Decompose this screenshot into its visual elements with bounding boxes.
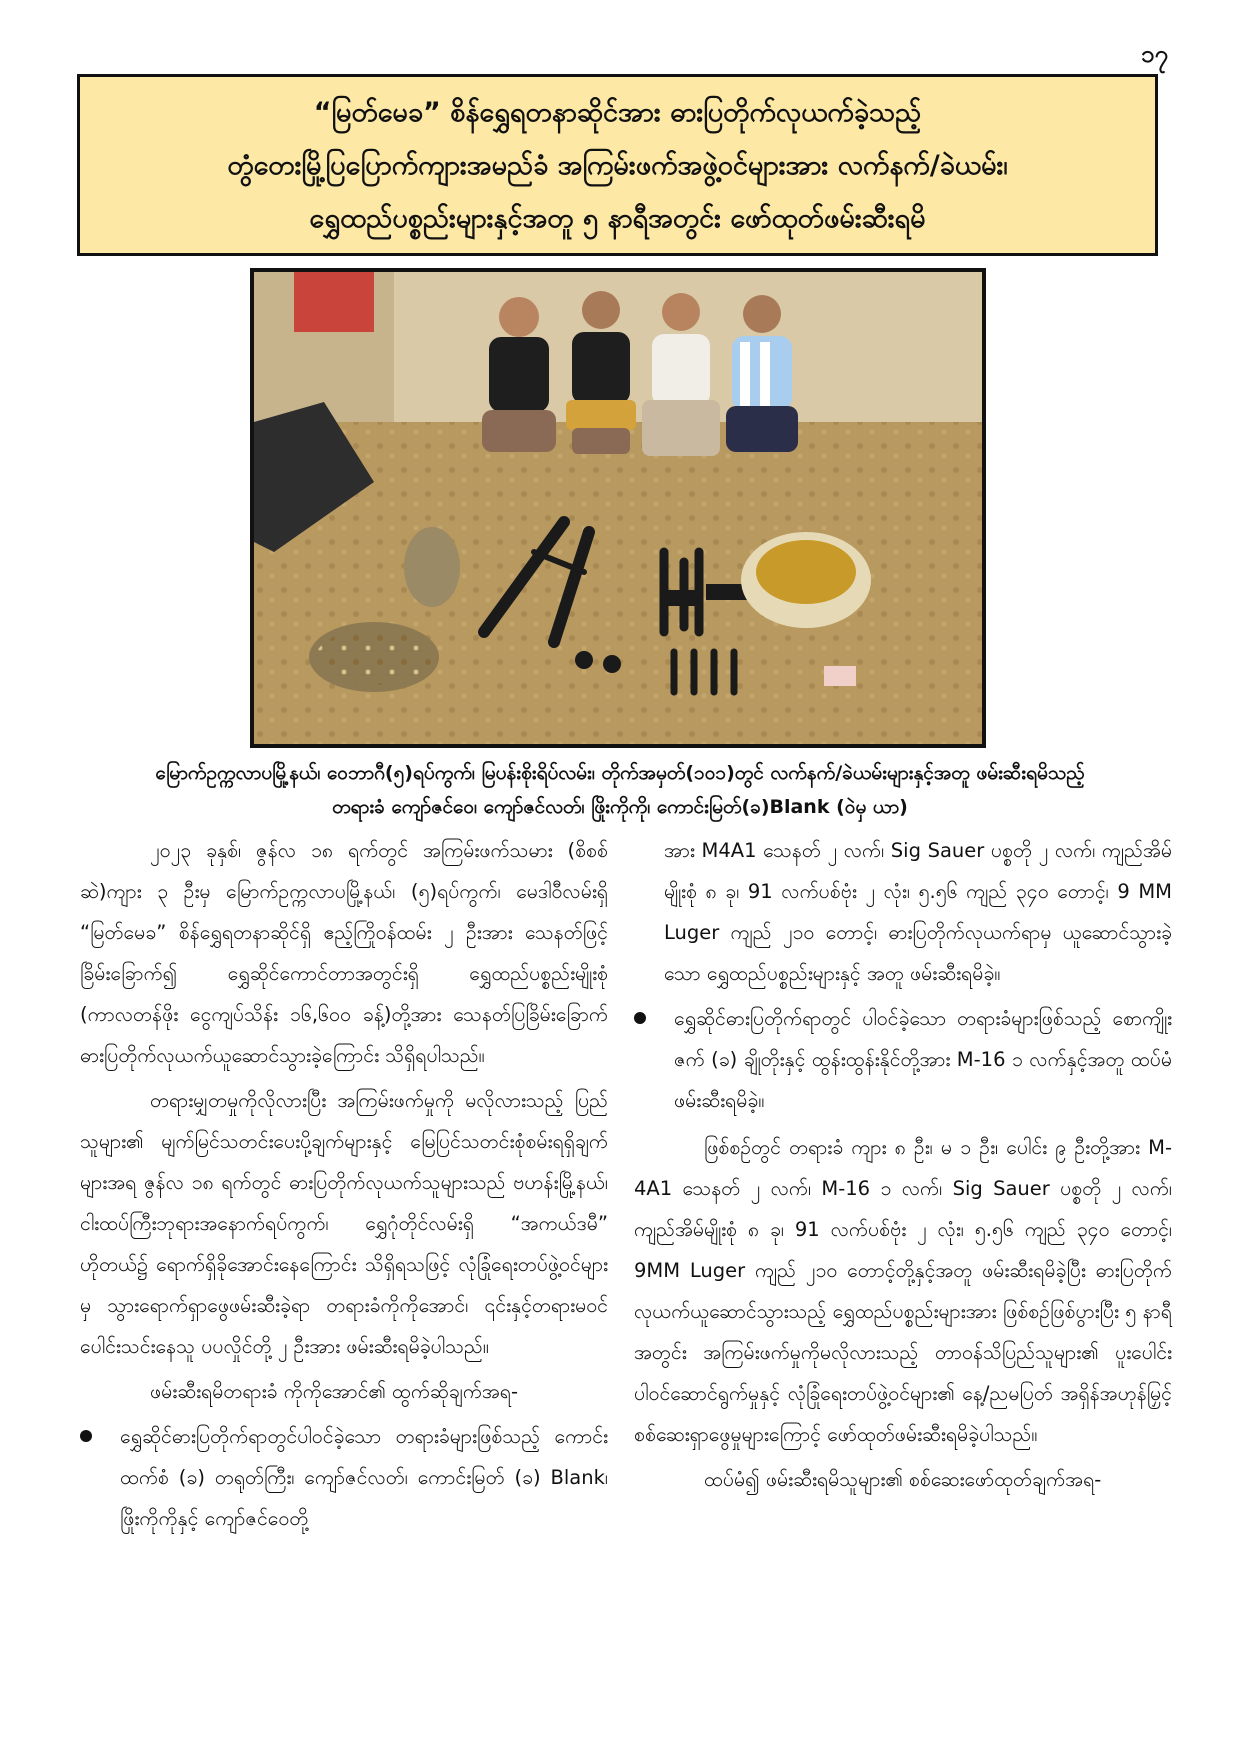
caption-line-2: တရားခံ ကျော်ဇင်ဝေ၊ ကျော်ဇင်လတ်၊ ဖြိုးကိုကို၊ ကောင်းမြတ်(ခ)Blank (ဝဲမှ ယာ) (332, 796, 908, 818)
headline-line-3: ရွှေထည်ပစ္စည်းများနှင့်အတူ ၅ နာရီအတွင်း ဖော်ထုတ်ဖမ်းဆီးရမိ (309, 202, 926, 234)
photo-arrested-suspects-with-seized-weapons-icon (254, 272, 982, 744)
bullet-text-1: ရွှေဆိုင်ဓားပြတိုက်ရာတွင်ပါဝင်ခဲ့သော တရားခံများဖြစ်သည့် ကောင်းထက်စံ (ခ) တရုတ်ကြီး၊ ကျော်ဇင်လတ်၊ ကောင်းမြတ် (ခ) Blank၊ ဖြိုးကိုကိုနှင့် ကျော်ဇင်ဝေတို့ (120, 1425, 608, 1530)
right-paragraph-2: ဖြစ်စဉ်တွင် တရားခံ ကျား ၈ ဦး၊ မ ၁ ဦး၊ ပေါင်း ၉ ဦးတို့အား M-4A1 သေနတ် ၂ လက်၊ M-16 ၁ လက်၊ Sig Sauer ပစ္စတို ၂ လက်၊ ကျည်အိမ်မျိုးစုံ ၈ ခု၊ 91 လက်ပစ်ဗုံး ၂ လုံး၊ ၅.၅၆ ကျည် ၃၄၀ တောင့်၊ 9MM Luger ကျည် ၂၁၀ တောင့်တို့နှင့်အတူ ဖမ်းဆီးရမိခဲ့ပြီး ဓားပြတိုက်လုယက်ယူဆောင်သွားသည့် ရွှေထည်ပစ္စည်းများအား ဖြစ်စဉ်ဖြစ်ပွားပြီး ၅ နာရီအတွင်း အကြမ်းဖက်မှုကိုမလိုလားသည့် တာဝန်သိပြည်သူများ၏ ပူးပေါင်းပါဝင်ဆောင်ရွက်မှုနှင့် လုံခြုံရေးတပ်ဖွဲ့ဝင်များ၏ နေ့/ညမပြတ် အရှိန်အဟုန်မြှင့်စစ်ဆေးရှာဖွေမှုများကြောင့် ဖော်ထုတ်ဖမ်းဆီးရမိခဲ့ပါသည်။ (634, 1136, 1172, 1446)
news-photo (250, 268, 986, 748)
bullet-text-2: ရွှေဆိုင်ဓားပြတိုက်ရာတွင် ပါဝင်ခဲ့သော တရားခံများဖြစ်သည့် စောကျိုးဇက် (ခ) ချိုတိုးနှင့် ထွန်းထွန်းနိုင်တို့အား M-16 ၁ လက်နှင့်အတူ ထပ်မံဖမ်းဆီးရမိခဲ့။ (674, 1007, 1172, 1112)
right-column (634, 830, 1172, 1504)
headline-line-1: “မြတ်မေခ” စိန်ရွှေရတနာဆိုင်အား ဓားပြတိုက်လုယက်ခဲ့သည့် (313, 96, 922, 128)
left-paragraph-3: ဖမ်းဆီးရမိတရားခံ ကိုကိုအောင်၏ ထွက်ဆိုချက်အရ- (150, 1380, 519, 1403)
photo-caption (60, 756, 1180, 824)
left-paragraph-2: တရားမျှတမှုကိုလိုလားပြီး အကြမ်းဖက်မှုကို မလိုလားသည့် ပြည်သူများ၏ မျက်မြင်သတင်းပေးပို့ချက်များနှင့် မြေပြင်သတင်းစုံစမ်းရရှိချက်များအရ ဇွန်လ ၁၈ ရက်တွင် ဓားပြတိုက်လုယက်သူများသည် ဗဟန်းမြို့နယ်၊ ငါးထပ်ကြီးဘုရားအနောက်ရပ်ကွက်၊ ရွှေဂုံတိုင်လမ်းရှိ “အကယ်ဒမီ” ဟိုတယ်၌ ရောက်ရှိခိုအောင်းနေကြောင်း သိရှိရသဖြင့် လုံခြုံရေးတပ်ဖွဲ့ဝင်များမှ သွားရောက်ရှာဖွေဖမ်းဆီးခဲ့ရာ တရားခံကိုကိုအောင်၊ ၎င်းနှင့်တရားမဝင် ပေါင်းသင်းနေသူ ပပလှိုင်တို့ ၂ ဦးအား ဖမ်းဆီးရမိခဲ့ပါသည်။ (80, 1089, 608, 1358)
page-number: ၁၇ (1141, 40, 1168, 68)
caption-line-1: မြောက်ဥက္ကလာပမြို့နယ်၊ ဝေဘာဂီ(၅)ရပ်ကွက်၊ မြပန်းစိုးရိပ်လမ်း၊ တိုက်အမှတ်(၁၀၁)တွင် လက်နက်/ခဲယမ်းများနှင့်အတူ ဖမ်းဆီးရမိသည့် (155, 762, 1085, 784)
left-column (80, 830, 608, 1545)
headline-line-2: တွံတေးမြို့ပြပြောက်ကျားအမည်ခံ အကြမ်းဖက်အဖွဲ့ဝင်များအား လက်နက်/ခဲယမ်း၊ (227, 149, 1008, 181)
bullet-item-2 (634, 998, 1172, 1121)
left-paragraph-1: ၂၀၂၃ ခုနှစ်၊ ဇွန်လ ၁၈ ရက်တွင် အကြမ်းဖက်သမား (စိစစ်ဆဲ)ကျား ၃ ဦးမှ မြောက်ဥက္ကလာပမြို့နယ်၊ (၅)ရပ်ကွက်၊ မေဒါဝီလမ်းရှိ “မြတ်မေခ” စိန်ရွှေရတနာဆိုင်ရှိ ဧည့်ကြိုဝန်ထမ်း ၂ ဦးအား သေနတ်ဖြင့် ခြိမ်းခြောက်၍ ရွှေဆိုင်ကောင်တာအတွင်းရှိ ရွှေထည်ပစ္စည်းမျိုးစုံ (ကာလတန်ဖိုး ငွေကျပ်သိန်း ၁၆,၆၀၀ ခန့်)တို့အား သေနတ်ပြခြိမ်းခြောက်ဓားပြတိုက်လုယက်ယူဆောင်သွားခဲ့ကြောင်း သိရှိရပါသည်။ (80, 839, 608, 1067)
headline-box (77, 74, 1158, 256)
bullet-item-1 (80, 1416, 608, 1539)
right-paragraph-3: ထပ်မံ၍ ဖမ်းဆီးရမိသူများ၏ စစ်ဆေးဖော်ထုတ်ချက်အရ- (704, 1468, 1102, 1491)
right-paragraph-1: အား M4A1 သေနတ် ၂ လက်၊ Sig Sauer ပစ္စတို ၂ လက်၊ ကျည်အိမ်မျိုးစုံ ၈ ခု၊ 91 လက်ပစ်ဗုံး ၂ လုံး၊ ၅.၅၆ ကျည် ၃၄၀ တောင့်၊ 9 MM Luger ကျည် ၂၁၀ တောင့်၊ ဓားပြတိုက်လုယက်ရာမှ ယူဆောင်သွားခဲ့သော ရွှေထည်ပစ္စည်းများနှင့် အတူ ဖမ်းဆီးရမိခဲ့။ (664, 839, 1172, 985)
bullet-dot-icon (634, 1012, 646, 1024)
bullet-dot-icon (80, 1430, 92, 1442)
